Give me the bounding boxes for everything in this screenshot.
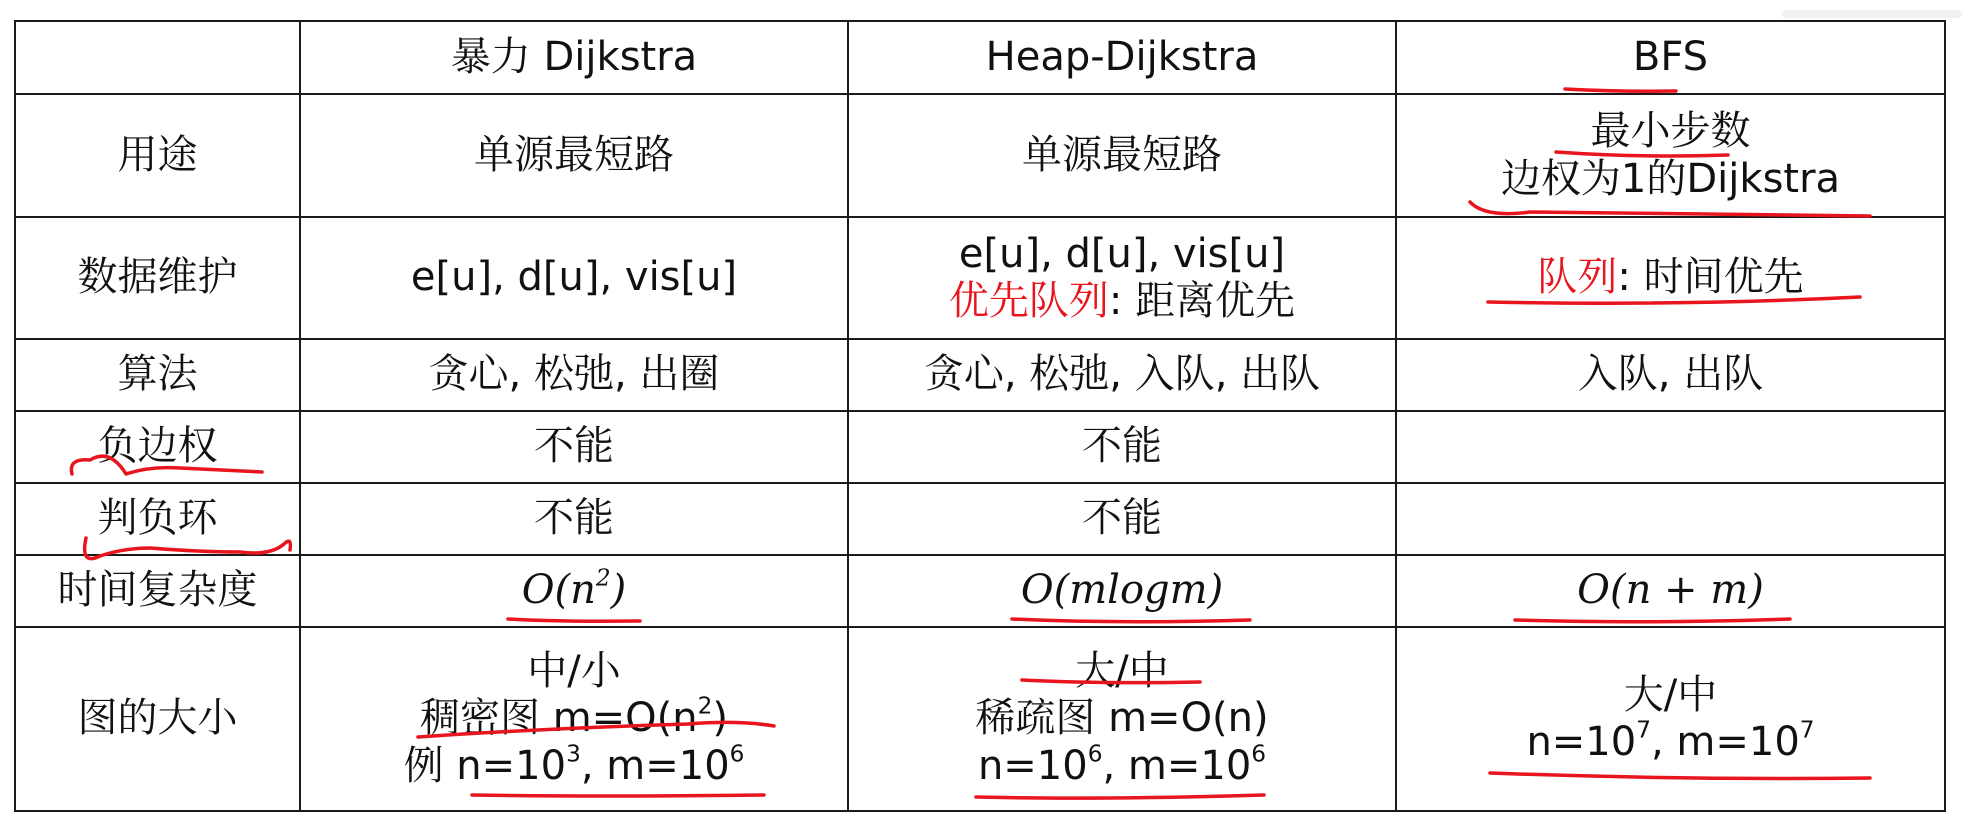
priority-queue-rest: : 距离优先 bbox=[1108, 278, 1296, 324]
priority-queue-label: 优先队列 bbox=[948, 278, 1109, 324]
brute-size-line3 bbox=[301, 740, 847, 790]
cell-graph-size-heap bbox=[848, 627, 1396, 811]
complexity-brute-exponent: 2 bbox=[595, 565, 611, 593]
row-label-purpose: 用途 bbox=[15, 94, 300, 217]
row-negative-cycle bbox=[15, 483, 1945, 555]
cell-complexity-brute bbox=[300, 555, 848, 627]
header-brute-dijkstra: 暴力 Dijkstra bbox=[300, 21, 848, 94]
cell-negative-edge-bfs bbox=[1396, 411, 1945, 483]
row-algorithm bbox=[15, 339, 1945, 411]
bfs-example-m: , m=10 bbox=[1650, 719, 1800, 765]
queue-rest: : 时间优先 bbox=[1617, 254, 1804, 301]
heap-size-line3 bbox=[849, 740, 1395, 790]
heap-example-m: , m=10 bbox=[1102, 742, 1252, 789]
cell-data-brute: e[u], d[u], vis[u] bbox=[300, 217, 848, 339]
cell-negative-edge-heap: 不能 bbox=[848, 411, 1396, 483]
cell-negative-cycle-brute: 不能 bbox=[300, 483, 848, 555]
cell-graph-size-bfs bbox=[1396, 627, 1945, 811]
row-data bbox=[15, 217, 1945, 339]
queue-label: 队列 bbox=[1537, 254, 1618, 301]
cell-purpose-heap: 单源最短路 bbox=[848, 94, 1396, 217]
brute-example-n-exp: 3 bbox=[566, 740, 581, 768]
row-label-algorithm: 算法 bbox=[15, 339, 300, 411]
bfs-purpose-line2: 边权为1的Dijkstra bbox=[1500, 155, 1841, 202]
cell-negative-cycle-heap: 不能 bbox=[848, 483, 1396, 555]
cell-purpose-brute: 单源最短路 bbox=[300, 94, 848, 217]
cell-negative-edge-brute: 不能 bbox=[300, 411, 848, 483]
heap-data-line2 bbox=[849, 278, 1395, 325]
comparison-table bbox=[14, 20, 1946, 812]
heap-size-line2: 稀疏图 m=O(n) bbox=[975, 695, 1269, 742]
row-graph-size bbox=[15, 627, 1945, 811]
header-row bbox=[15, 21, 1945, 94]
cell-complexity-heap: O(mlogm) bbox=[848, 555, 1396, 627]
bfs-size-line1: 大/中 bbox=[1623, 671, 1718, 718]
dense-graph-close: ) bbox=[712, 695, 728, 742]
row-label-complexity: 时间复杂度 bbox=[15, 555, 300, 627]
header-corner bbox=[15, 21, 300, 94]
cell-data-bfs bbox=[1396, 217, 1945, 339]
brute-size-line1: 中/小 bbox=[527, 648, 621, 695]
bfs-purpose-line1: 最小步数 bbox=[1590, 108, 1751, 155]
row-label-data: 数据维护 bbox=[15, 217, 300, 339]
cell-negative-cycle-bfs bbox=[1396, 483, 1945, 555]
complexity-brute-close: ) bbox=[610, 567, 627, 614]
cell-algorithm-heap: 贪心, 松弛, 入队, 出队 bbox=[848, 339, 1396, 411]
row-label-negative-edge: 负边权 bbox=[15, 411, 300, 483]
bfs-size-line2 bbox=[1397, 716, 1944, 766]
row-label-negative-cycle: 判负环 bbox=[15, 483, 300, 555]
bfs-example-m-exp: 7 bbox=[1799, 716, 1815, 744]
heap-example-n: n=10 bbox=[977, 742, 1088, 789]
cell-algorithm-brute: 贪心, 松弛, 出圈 bbox=[300, 339, 848, 411]
cell-algorithm-bfs: 入队, 出队 bbox=[1396, 339, 1945, 411]
header-bfs: BFS bbox=[1396, 21, 1945, 94]
header-heap-dijkstra: Heap-Dijkstra bbox=[848, 21, 1396, 94]
brute-size-line2 bbox=[301, 695, 847, 742]
complexity-brute-base: O(n bbox=[521, 567, 596, 614]
bfs-example-n: n=10 bbox=[1526, 719, 1637, 765]
cell-complexity-bfs: O(n + m) bbox=[1396, 555, 1945, 627]
dense-graph-exponent: 2 bbox=[697, 693, 713, 721]
cell-purpose-bfs bbox=[1396, 94, 1945, 217]
brute-example-m: , m=10 bbox=[580, 742, 730, 789]
heap-example-m-exp: 6 bbox=[1251, 740, 1267, 768]
bfs-example-n-exp: 7 bbox=[1636, 716, 1651, 744]
dense-graph-text: 稠密图 m=O(n bbox=[419, 695, 698, 742]
brute-example-n: 例 n=10 bbox=[403, 742, 567, 789]
row-negative-edge bbox=[15, 411, 1945, 483]
row-purpose bbox=[15, 94, 1945, 217]
heap-data-line1: e[u], d[u], vis[u] bbox=[958, 230, 1286, 277]
heap-example-n-exp: 6 bbox=[1087, 740, 1103, 768]
cell-graph-size-brute bbox=[300, 627, 848, 811]
brute-example-m-exp: 6 bbox=[729, 740, 745, 768]
heap-size-line1: 大/中 bbox=[1075, 648, 1169, 695]
row-complexity bbox=[15, 555, 1945, 627]
cell-data-heap bbox=[848, 217, 1396, 339]
row-label-graph-size: 图的大小 bbox=[15, 627, 300, 811]
watermark-logo bbox=[1782, 4, 1962, 26]
